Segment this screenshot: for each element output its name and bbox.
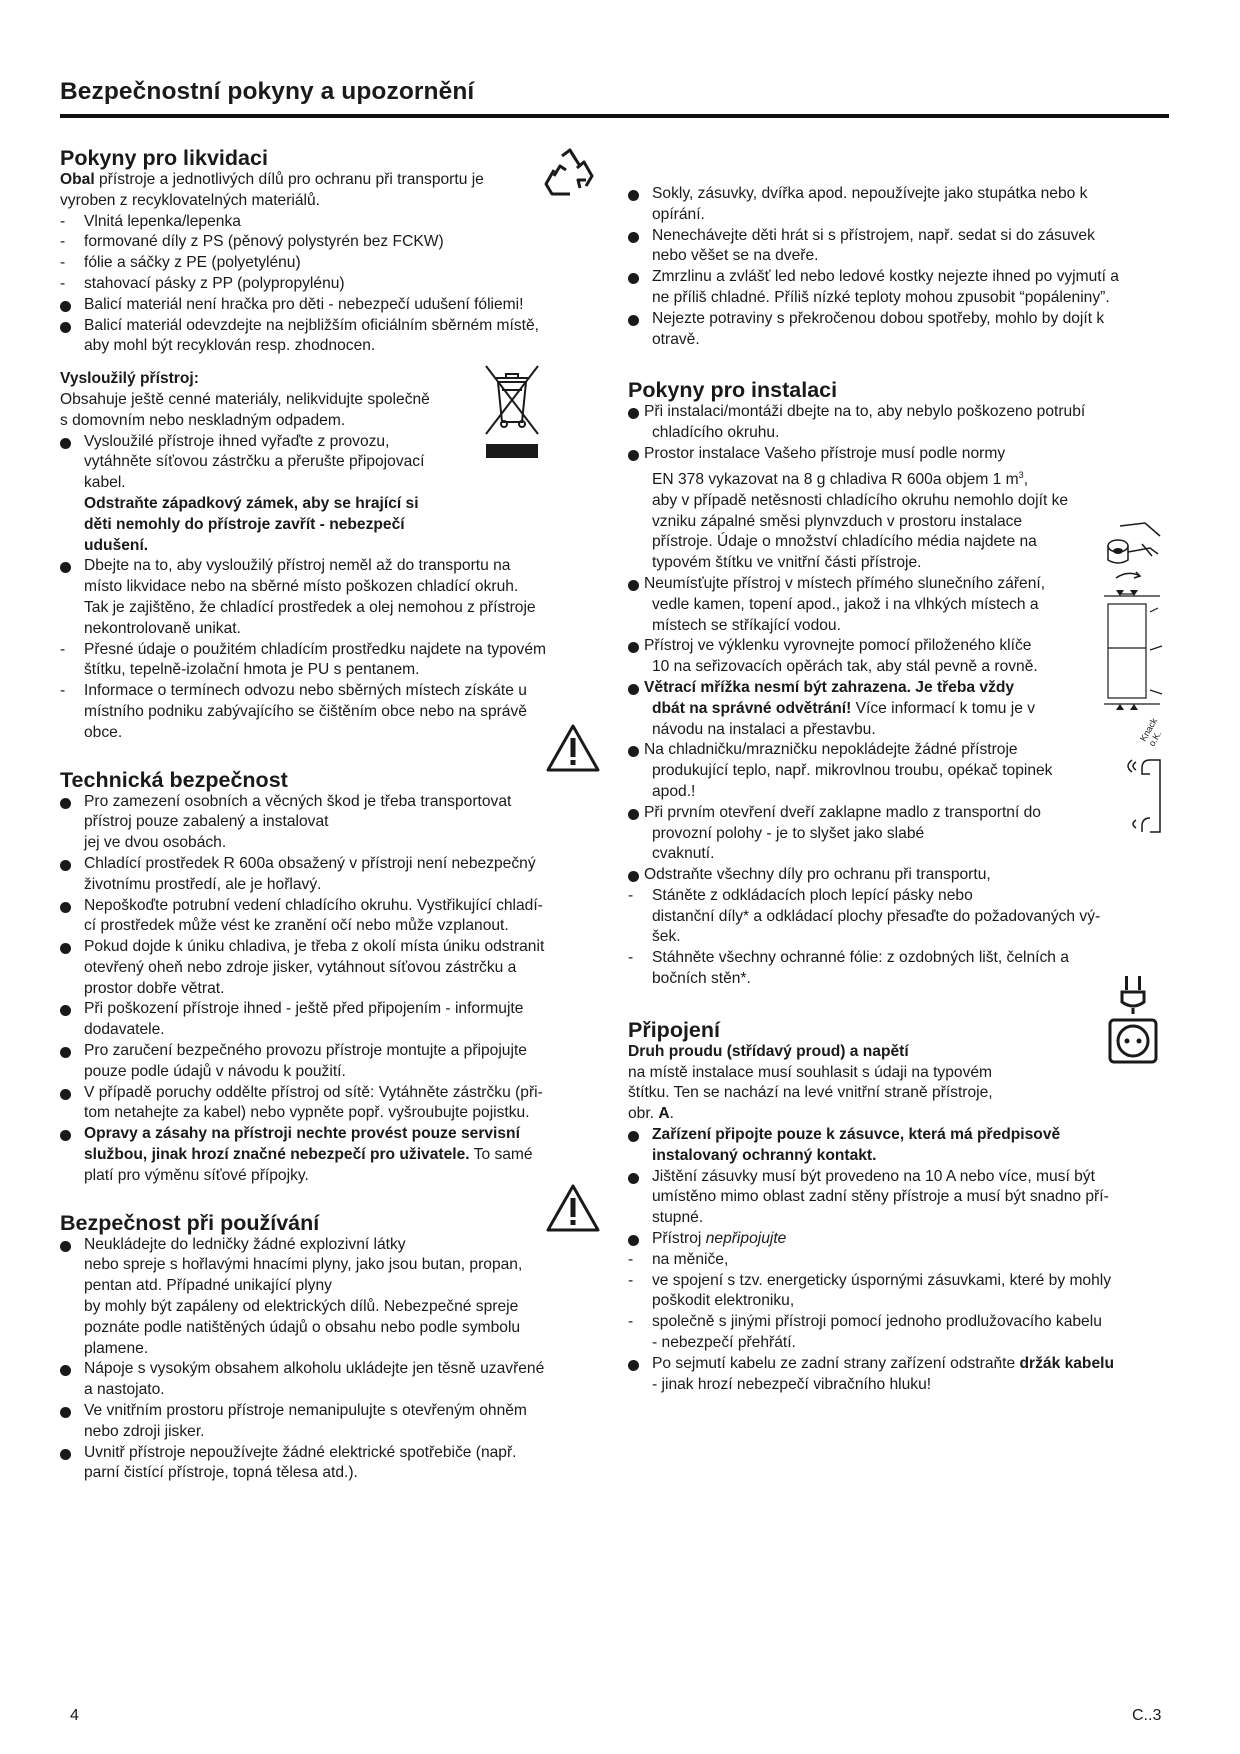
connection-heading: Připojení	[628, 1017, 720, 1042]
dash-item: - Stáněte z odkládacích ploch lepící pásky nebo distanční díly* a odkládací plochy přesaďte do požadovaných vý- šek.	[628, 886, 1101, 946]
bullet-item: Při poškození přístroje ihned - ještě před připojením - informujte dodavatele.	[60, 999, 600, 1041]
bullet-item: Větrací mřížka nesmí být zahrazena. Je třeba vždy dbát na správné odvětrání! Více informací k tomu je v návodu na instalaci a přestavbu.	[628, 678, 1169, 740]
bullet-item: Po sejmutí kabelu ze zadní strany zařízení odstraňte držák kabelu - jinak hrozí nebezpečí vibračního hluku!	[628, 1354, 1169, 1396]
bullet-item: Vysloužilé přístroje ihned vyřaďte z provozu, vytáhněte síťovou zástrčku a přerušte připojovací kabel. Odstraňte západkový zámek, aby se hrající si děti nemohly do přístroje zavřít - nebezpečí udušení.	[60, 432, 600, 557]
bullet-item: Při instalaci/montáži dbejte na to, aby nebylo poškozeno potrubí chladícího okruhu.	[628, 402, 1169, 444]
title-rule	[60, 114, 1169, 118]
bullet-item: Nejezte potraviny s překročenou dobou spotřeby, mohlo by dojít k otravě.	[628, 309, 1169, 351]
dash-item: - Vlnitá lepenka/lepenka	[60, 212, 241, 230]
bullet-item: Opravy a zásahy na přístroji nechte provést pouze servisní službou, jinak hrozí značné nebezpečí pro uživatele. To samé platí pro výměnu síťové přípojky.	[60, 1124, 600, 1186]
bullet-item: Přístroj nepřipojujte	[628, 1229, 1169, 1250]
knack-label: Knack o.K.	[1138, 716, 1164, 748]
install-heading: Pokyny pro instalaci	[628, 378, 838, 403]
weee-crossed-bin-icon	[482, 364, 542, 464]
technical-heading: Technická bezpečnost	[60, 767, 288, 792]
bullet-item: Sokly, zásuvky, dvířka apod. nepoužívejte jako stupátka nebo k opírání.	[628, 184, 1169, 226]
page-number: 4	[70, 1707, 79, 1724]
disposal-intro: Obal přístroje a jednotlivých dílů pro ochranu při transportu je	[60, 171, 484, 188]
socket-icon	[1108, 1018, 1158, 1064]
bullet-item: Balicí materiál není hračka pro děti - nebezpečí udušení fóliemi!	[60, 295, 600, 316]
bullet-item: Přístroj ve výklenku vyrovnejte pomocí přiloženého klíče 10 na seřizovacích opěrách tak, aby stál pevně a rovně.	[628, 636, 1169, 678]
dash-item: - Stáhněte všechny ochranné fólie: z ozdobných lišt, čelních a bočních stěn*.	[628, 949, 1069, 988]
dash-item: - stahovací pásky z PP (polypropylénu)	[60, 274, 345, 292]
bullet-item: Nepoškoďte potrubní vedení chladícího okruhu. Vystřikující chladí- cí prostředek může vést ke zranění očí nebo může vzplanout.	[60, 896, 600, 938]
dash-item: - ve spojení s tzv. energeticky úspornými zásuvkami, které by mohly poškodit elektroniku,	[628, 1271, 1112, 1310]
door-handle-icon	[1120, 756, 1170, 836]
dash-item: - Informace o termínech odvozu nebo sběrných místech získáte u místního podniku zabývajícího se čištěním obce nebo na správě obce.	[60, 682, 527, 741]
bullet-item: Pro zaručení bezpečného provozu přístroje montujte a připojujte pouze podle údajů v návodu k použití.	[60, 1041, 600, 1083]
bullet-item: Neukládejte do ledničky žádné explozivní látky nebo spreje s hořlavými hnacími plyny, jako jsou butan, propan, pentan atd. Případné unikající plyny by mohly být zapáleny od elektrických dílů. Nebezpečné spreje poznáte podle natištěných údajů o obsahu nebo podle symbolu plamene.	[60, 1235, 600, 1360]
bullet-item: Balicí materiál odevzdejte na nejbližším oficiálním sběrném místě, aby mohl být recyklován resp. zhodnocen.	[60, 316, 600, 358]
page-title: Bezpečnostní pokyny a upozornění	[60, 78, 475, 105]
bullet-item: Uvnitř přístroje nepoužívejte žádné elektrické spotřebiče (např. parní čistící přístroje, topná tělesa atd.).	[60, 1443, 600, 1485]
leveling-wrench-icon	[1100, 518, 1170, 583]
bullet-item: Nápoje s vysokým obsahem alkoholu ukládejte jen těsně uzavřené a nastojato.	[60, 1359, 600, 1401]
right-column: Sokly, zásuvky, dvířka apod. nepoužívejte jako stupátka nebo k opírání. Nenechávejte děti hrát si s přístrojem, např. sedat si do zásuvek nebo věšet se na dveře. Zmrzlinu a zvlášť led nebo ledové kostky nejezte ihned po vyjmutí a ne příliš chladné. Příliš nízké teploty mohou zpusobit “popáleniny”. Nejezte potraviny s překročenou dobou spotřeby, mohlo by dojít k otravě. Pokyny pro instalaci Při instalaci/montáži dbejte na to, aby nebylo poškozeno potrubí chladícího okruhu. Prostor instalace Vašeho přístroje musí podle normy EN 378 vykazovat na 8 g chladiva R 600a objem 1 $m^3$, aby v případě netěsnosti chladícího okruhu nemohlo dojít ke vzniku zápalné směsi plynvzduch v prostoru instalace přístroje. Údaje o množství chladícího média najdete na typovém štítku ve vnitřní části přístroje. Neumísťujte přístroj v místech přímého slunečního záření, vedle kamen, topení apod., jakož i na vlhkých místech a místech se stříkající vodou. Přístroj ve výklenku vyrovnejte pomocí přiloženého klíče 10 na seřizovacích opěrách tak, aby stál pevně a rovně. Větrací mřížka nesmí být zahrazena. Je třeba vždy dbát na správné odvětrání! Více informací k tomu je v návodu na instalaci a přestavbu. Na chladničku/mrazničku nepokládejte žádné přístroje produkující teplo, např. mikrovlnou troubu, opékač topinek apod.! Při prvním otevření dveří zaklapne madlo z transportní do provozní polohy - je to slyšet jako slabé cvaknutí. Odstraňte všechny díly pro ochranu při transportu, - Stáněte z odkládacích ploch lepící pásky nebo distanční díly* a odkládací plochy přesaďte do požadovaných vý- šek. - Stáhněte všechny ochranné fólie: z ozdobných lišt, čelních a bočních stěn*. Připojení Druh proudu (střídavý proud) a napětí na místě instalace musí souhlasit s údaji na typovém štítku. Ten se nachází na levé vnitřní straně přístroje, obr. A. Zařízení připojte pouze k zásuvce, která má předpisově instalovaný ochranný kontakt. Jištění zásuvky musí být provedeno na 10 A nebo více, musí být umístěno mimo oblast zadní stěny přístroje a musí být snadno pří- stupné. Přístroj nepřipojujte - na měniče, - ve spojení s tzv. energeticky úspornými zásuvkami, které by mohly poškodit elektroniku, - společně s jinými přístroji pomocí jednoho prodlužovacího kabelu - nebezpečí přehřátí. Po sejmutí kabelu ze zadní strany zařízení odstraňte držák kabelu - jinak hrozí nebezpečí vibračního hluku!	[628, 184, 1169, 1395]
bullet-item: Na chladničku/mrazničku nepokládejte žádné přístroje produkující teplo, např. mikrovlnou troubu, opékač topinek apod.!	[628, 740, 1169, 802]
recycle-icon	[540, 146, 598, 204]
bullet-item: Pro zamezení osobních a věcných škod je třeba transportovat přístroj pouze zabalený a instalovat jej ve dvou osobách.	[60, 792, 600, 854]
dash-item: - společně s jinými přístroji pomocí jednoho prodlužovacího kabelu - nebezpečí přehřátí.	[628, 1313, 1102, 1352]
bullet-item: Neumísťujte přístroj v místech přímého slunečního záření, vedle kamen, topení apod., jakož i na vlhkých místech a místech se stříkající vodou.	[628, 574, 1169, 636]
dash-item: - Přesné údaje o použitém chladícím prostředku najdete na typovém štítku, tepelně-izolační hmota je PU s pentanem.	[60, 640, 547, 679]
dash-item: - fólie a sáčky z PE (polyetylénu)	[60, 254, 301, 272]
dash-item: - formované díly z PS (pěnový polystyrén bez FCKW)	[60, 233, 444, 251]
bullet-item: Dbejte na to, aby vysloužilý přístroj neměl až do transportu na místo likvidace nebo na sběrné místo poškozen chladící okruh. Tak je zajištěno, že chladící prostředek a olej nemohou z přístroje nekontrolovaně unikat.	[60, 556, 600, 639]
connection-subheading: Druh proudu (střídavý proud) a napětí	[628, 1042, 909, 1060]
bullet-item: V případě poruchy oddělte přístroj od sítě: Vytáhněte zástrčku (při- tom netahejte za kabel) nebo vypněte popř. vyšroubujte pojistku.	[60, 1083, 600, 1125]
usage-heading: Bezpečnost při používání	[60, 1210, 320, 1235]
warning-triangle-icon	[545, 1183, 601, 1233]
left-column: Pokyny pro likvidaci Obal přístroje a jednotlivých dílů pro ochranu při transportu je vyroben z recyklovatelných materiálů. - Vlnitá lepenka/lepenka - formované díly z PS (pěnový polystyrén bez FCKW) - fólie a sáčky z PE (polyetylénu) - stahovací pásky z PP (polypropylénu) Balicí materiál není hračka pro děti - nebezpečí udušení fóliemi! Balicí materiál odevzdejte na nejbližším oficiálním sběrném místě, aby mohl být recyklován resp. zhodnocen. Vysloužilý přístroj: Obsahuje ještě cenné materiály, nelikvidujte společně s domovním nebo neskladným odpadem. Vysloužilé přístroje ihned vyřaďte z provozu, vytáhněte síťovou zástrčku a přerušte připojovací kabel. Odstraňte západkový zámek, aby se hrající si děti nemohly do přístroje zavřít - nebezpečí udušení. Dbejte na to, aby vysloužilý přístroj neměl až do transportu na místo likvidace nebo na sběrné místo poškozen chladící okruh. Tak je zajištěno, že chladící prostředek a olej nemohou z přístroje nekontrolovaně unikat. - Přesné údaje o použitém chladícím prostředku najdete na typovém štítku, tepelně-izolační hmota je PU s pentanem. - Informace o termínech odvozu nebo sběrných místech získáte u místního podniku zabývajícího se čištěním obce nebo na správě obce. Technická bezpečnost Pro zamezení osobních a věcných škod je třeba transportovat přístroj pouze zabalený a instalovat jej ve dvou osobách. Chladící prostředek R 600a obsažený v přístroji není nebezpečný životnímu prostředí, ale je hořlavý. Nepoškoďte potrubní vedení chladícího okruhu. Vystřikující chladí- cí prostředek může vést ke zranění očí nebo může vzplanout. Pokud dojde k úniku chladiva, je třeba z okolí místa úniku odstranit otevřený oheň nebo zdroje jisker, vytáhnout síťovou zástrčku a prostor dobře větrat. Při poškození přístroje ihned - ještě před připojením - informujte dodavatele. Pro zaručení bezpečného provozu přístroje montujte a připojujte pouze podle údajů v návodu k použití. V případě poruchy oddělte přístroj od sítě: Vytáhněte zástrčku (při- tom netahejte za kabel) nebo vypněte popř. vyšroubujte pojistku. Opravy a zásahy na přístroji nechte provést pouze servisní službou, jinak hrozí značné nebezpečí pro uživatele. To samé platí pro výměnu síťové přípojky. Bezpečnost při používání Neukládejte do ledničky žádné explozivní látky nebo spreje s hořlavými hnacími plyny, jako jsou butan, propan, pentan atd. Případné unikající plyny by mohly být zapáleny od elektrických dílů. Nebezpečné spreje poznáte podle natištěných údajů o obsahu nebo podle symbolu plamene. Nápoje s vysokým obsahem alkoholu ukládejte jen těsně uzavřené a nastojato. Ve vnitřním prostoru přístroje nemanipulujte s otevřeným ohněm nebo zdroji jisker. Uvnitř přístroje nepoužívejte žádné elektrické spotřebiče (např. parní čistící přístroje, topná tělesa atd.).	[60, 146, 600, 1484]
old-device-heading: Vysloužilý přístroj:	[60, 370, 199, 388]
disposal-heading: Pokyny pro likvidaci	[60, 146, 268, 170]
bullet-item: Prostor instalace Vašeho přístroje musí podle normy EN 378 vykazovat na 8 g chladiva R 600a objem 1 $m^3$, aby v případě netěsnosti chladícího okruhu nemohlo dojít ke vzniku zápalné směsi plynvzduch v prostoru instalace přístroje. Údaje o množství chladícího média najdete na typovém štítku ve vnitřní části přístroje.	[628, 444, 1169, 574]
bullet-item: Při prvním otevření dveří zaklapne madlo z transportní do provozní polohy - je to slyšet jako slabé cvaknutí.	[628, 803, 1169, 865]
plug-icon	[1108, 974, 1158, 1014]
warning-triangle-icon	[545, 723, 601, 773]
bullet-item: Chladící prostředek R 600a obsažený v přístroji není nebezpečný životnímu prostředí, ale je hořlavý.	[60, 854, 600, 896]
niche-ventilation-icon	[1100, 590, 1170, 710]
bullet-item: Zařízení připojte pouze k zásuvce, která má předpisově instalovaný ochranný kontakt.	[628, 1125, 1169, 1167]
bullet-item: Odstraňte všechny díly pro ochranu při transportu,	[628, 865, 1169, 886]
page-code: C..3	[1132, 1707, 1162, 1724]
dash-item: - na měniče,	[628, 1250, 729, 1268]
bullet-item: Pokud dojde k úniku chladiva, je třeba z okolí místa úniku odstranit otevřený oheň nebo zdroje jisker, vytáhnout síťovou zástrčku a prostor dobře větrat.	[60, 937, 600, 999]
bullet-item: Zmrzlinu a zvlášť led nebo ledové kostky nejezte ihned po vyjmutí a ne příliš chladné. Příliš nízké teploty mohou zpusobit “popáleniny”.	[628, 267, 1169, 309]
bullet-item: Nenechávejte děti hrát si s přístrojem, např. sedat si do zásuvek nebo věšet se na dveře.	[628, 226, 1169, 268]
bullet-item: Jištění zásuvky musí být provedeno na 10 A nebo více, musí být umístěno mimo oblast zadní stěny přístroje a musí být snadno pří- stupné.	[628, 1167, 1169, 1229]
bullet-item: Ve vnitřním prostoru přístroje nemanipulujte s otevřeným ohněm nebo zdroji jisker.	[60, 1401, 600, 1443]
